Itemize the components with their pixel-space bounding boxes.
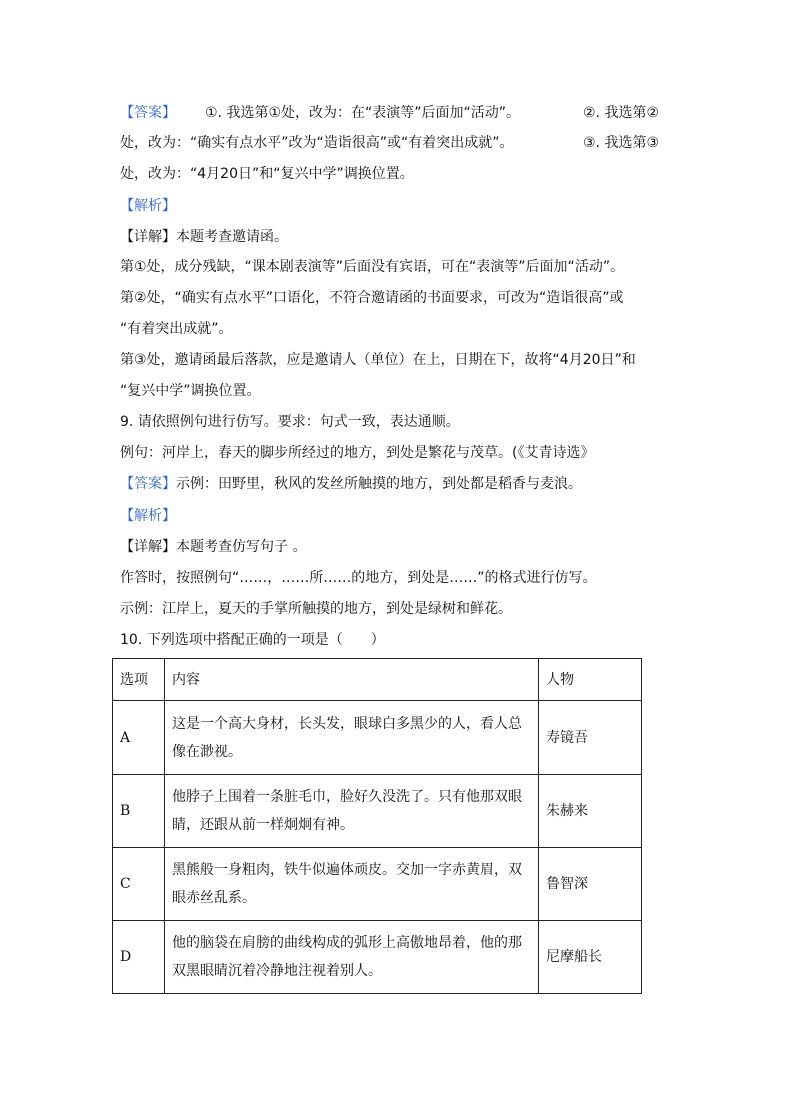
detail-tag: 【详解】 [120,539,176,555]
header-content: 内容 [165,659,539,701]
analysis8-line1: 第①处，成分残缺，“课本剧表演等”后面没有宾语，可在“表演等”后面加“活动”。 [120,259,625,275]
content-line: 黑熊般一身粗肉，铁牛似遍体顽皮。交加一字赤黄眉，双 [172,862,522,878]
analysis8-line5: “复兴中学”调换位置。 [120,383,261,399]
detail-line [120,227,288,247]
content-line: 他的脑袋在肩膀的曲线构成的弧形上高傲地昂着，他的那 [172,935,522,951]
q10-stem: 10. 下列选项中搭配正确的一项是（ ） [120,632,385,648]
option-label: C [113,848,165,921]
option-content [165,775,539,848]
option-label: B [113,775,165,848]
answer8-line2a: 处，改为：“确实有点水平”改为“造诣很高”或“有着突出成就”。 [120,135,514,151]
header-option: 选项 [113,659,165,701]
q9-stem: 9. 请依照例句进行仿写。要求：句式一致，表达通顺。 [120,414,460,430]
option-content [165,701,539,775]
q9-answer-line [120,474,582,494]
option-content [165,848,539,921]
analysis8-line2: 第②处，“确实有点水平”口语化，不符合邀请函的书面要求，可改为“造诣很高”或 [120,290,624,306]
answer8-line1 [120,103,176,123]
table-row [113,701,642,775]
content-line: 他脖子上围着一条脏毛巾，脸好久没洗了。只有他那双眼 [172,789,522,805]
detail-text: 本题考查邀请函。 [176,229,288,245]
option-person: 鲁智深 [539,848,642,921]
answer8-point1: ①. 我选第①处，改为：在“表演等”后面加“活动”。 [205,105,521,121]
option-person: 朱赫来 [539,775,642,848]
table-header-row [113,659,642,701]
option-person: 寿镜吾 [539,701,642,775]
answer-tag: 【答案】 [120,105,176,121]
option-content [165,921,539,994]
answer-tag: 【答案】 [120,476,176,492]
options-table [112,658,642,994]
analysis8-line4: 第③处，邀请函最后落款，应是邀请人（单位）在上，日期在下，故将“4月20日”和 [120,352,636,368]
content-line: 睛，还跟从前一样炯炯有神。 [172,817,354,833]
q9-analysis-line2: 示例：江岸上，夏天的手掌所触摸的地方，到处是绿树和鲜花。 [120,601,512,617]
analysis8-line3: “有着突出成就”。 [120,321,233,337]
detail-text: 本题考查仿写句子 。 [176,539,307,555]
option-label: A [113,701,165,775]
detail-tag: 【详解】 [120,229,176,245]
q9-answer-text: 示例：田野里，秋风的发丝所触摸的地方，到处都是稻香与麦浪。 [176,476,582,492]
answer8-point2-head: ②. 我选第② [583,105,660,121]
answer8-point3-head: ③. 我选第③ [583,135,660,151]
table-row [113,848,642,921]
content-line: 像在渺视。 [172,743,242,760]
content-line: 双黑眼睛沉着冷静地注视着别人。 [172,963,382,979]
answer8-line3: 处，改为：“4月20日”和“复兴中学”调换位置。 [120,166,414,182]
detail-line [120,537,306,557]
table-row [113,921,642,994]
q9-analysis-line1: 作答时，按照例句“……，……所……的地方，到处是……”的格式进行仿写。 [120,570,597,586]
option-label: D [113,921,165,994]
table-row [113,775,642,848]
content-line: 眼赤丝乱系。 [172,890,256,906]
q9-example: 例句：河岸上，春天的脚步所经过的地方，到处是繁花与茂草。(《艾青诗选》 [120,445,595,461]
analysis-tag: 【解析】 [120,198,176,214]
analysis-tag: 【解析】 [120,508,176,524]
option-person: 尼摩船长 [539,921,642,994]
content-line: 这是一个高大身材，长头发，眼球白多黑少的人，看人总 [172,715,522,732]
header-person: 人物 [539,659,642,701]
